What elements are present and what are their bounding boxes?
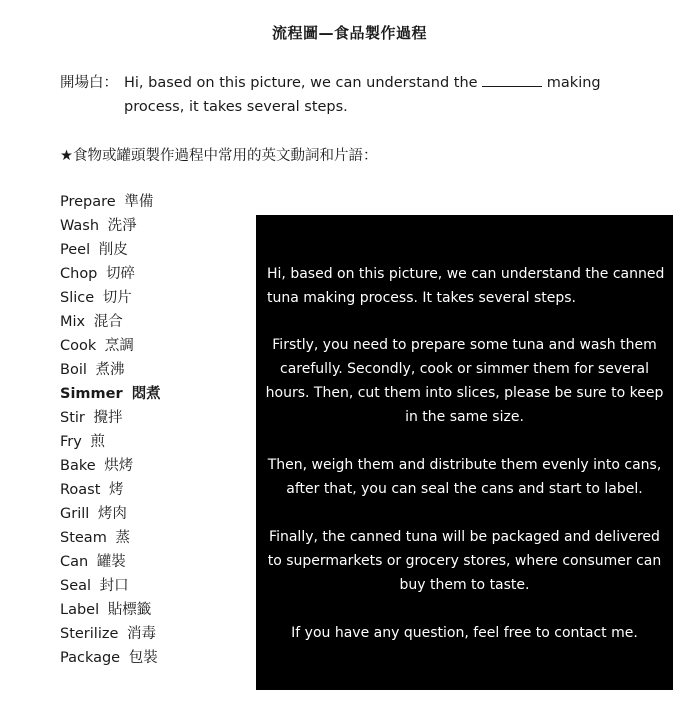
- vocab-chinese: 消毒: [127, 626, 156, 642]
- vocab-chinese: 切片: [102, 290, 132, 306]
- document-title: 流程圖—食品製作過程: [271, 24, 427, 42]
- vocab-chinese: 煮沸: [95, 362, 125, 378]
- vocab-item: [60, 262, 161, 286]
- answer-text-box: [256, 215, 673, 690]
- vocab-chinese: 封口: [99, 578, 129, 594]
- vocab-english: Package: [60, 650, 121, 666]
- vocab-item-highlighted: [60, 382, 161, 406]
- vocab-english: Roast: [60, 482, 101, 498]
- opening-text-before-blank: Hi, based on this picture, we can understand the: [124, 75, 483, 91]
- vocab-item: [60, 358, 161, 382]
- vocab-chinese: 削皮: [98, 242, 128, 258]
- vocab-item: [60, 574, 161, 598]
- vocab-english: Label: [60, 602, 100, 618]
- vocab-item: [60, 454, 161, 478]
- vocab-english: Simmer: [60, 386, 123, 402]
- vocab-item: [60, 646, 161, 670]
- vocab-item: [60, 478, 161, 502]
- opening-label: 開場白：: [60, 75, 118, 91]
- opening-line-2: process, it takes several steps.: [124, 99, 348, 115]
- vocab-chinese: 攪拌: [93, 410, 123, 426]
- vocab-list: [60, 190, 161, 670]
- vocab-chinese: 煎: [90, 434, 105, 450]
- vocab-item: [60, 550, 161, 574]
- vocab-chinese: 烤肉: [97, 506, 127, 522]
- answer-paragraph-contact: If you have any question, feel free to contact me.: [291, 625, 638, 641]
- vocab-english: Fry: [60, 434, 82, 450]
- vocab-english: Steam: [60, 530, 107, 546]
- vocab-item: [60, 334, 161, 358]
- vocab-english: Stir: [60, 410, 85, 426]
- vocab-chinese: 切碎: [106, 266, 135, 282]
- vocab-english: Boil: [60, 362, 87, 378]
- opening-text-after-blank: making: [542, 75, 601, 91]
- vocab-item: [60, 598, 161, 622]
- vocab-item: [60, 286, 161, 310]
- vocab-chinese: 悶煮: [131, 386, 161, 402]
- opening-statement: [60, 71, 660, 119]
- vocab-chinese: 貼標籤: [107, 602, 152, 618]
- vocab-english: Bake: [60, 458, 96, 474]
- vocab-chinese: 烘烤: [104, 458, 134, 474]
- vocab-chinese: 烹調: [104, 338, 134, 354]
- vocab-english: Peel: [60, 242, 91, 258]
- vocab-item: [60, 310, 161, 334]
- answer-paragraph-weigh-seal: Then, weigh them and distribute them evenly into cans, after that, you can seal the cans and start to label.: [267, 457, 662, 497]
- vocab-item: [60, 622, 161, 646]
- vocab-item: [60, 406, 161, 430]
- vocab-chinese: 包裝: [128, 650, 158, 666]
- vocab-chinese: 蒸: [115, 530, 130, 546]
- vocab-english: Prepare: [60, 194, 116, 210]
- fill-in-blank: [482, 72, 542, 87]
- vocab-heading: ★食物或罐頭製作過程中常用的英文動詞和片語：: [60, 148, 378, 164]
- vocab-english: Can: [60, 554, 89, 570]
- vocab-english: Wash: [60, 218, 100, 234]
- vocab-english: Grill: [60, 506, 90, 522]
- vocab-chinese: 烤: [109, 482, 124, 498]
- vocab-english: Slice: [60, 290, 95, 306]
- vocab-english: Chop: [60, 266, 98, 282]
- vocab-english: Seal: [60, 578, 92, 594]
- vocab-item: [60, 430, 161, 454]
- vocab-chinese: 混合: [93, 314, 123, 330]
- vocab-item: [60, 526, 161, 550]
- vocab-item: [60, 502, 161, 526]
- answer-paragraph-first-steps: Firstly, you need to prepare some tuna and wash them carefully. Secondly, cook or simmer them for several hours. Then, cut them into slices, please be sure to keep in the same size.: [265, 337, 664, 425]
- opening-line-1: [60, 71, 660, 95]
- answer-paragraph-finally: Finally, the canned tuna will be packaged and delivered to supermarkets or grocery stores, where consumer can buy them to taste.: [267, 529, 662, 593]
- vocab-chinese: 準備: [124, 194, 154, 210]
- vocab-chinese: 罐裝: [96, 554, 126, 570]
- vocab-english: Cook: [60, 338, 97, 354]
- vocab-item: [60, 214, 161, 238]
- vocab-item: [60, 238, 161, 262]
- vocab-item: [60, 190, 161, 214]
- vocab-english: Mix: [60, 314, 86, 330]
- vocab-chinese: 洗淨: [107, 218, 137, 234]
- answer-paragraph-intro: Hi, based on this picture, we can understand the canned tuna making process. It takes several steps.: [267, 266, 665, 306]
- vocab-english: Sterilize: [60, 626, 119, 642]
